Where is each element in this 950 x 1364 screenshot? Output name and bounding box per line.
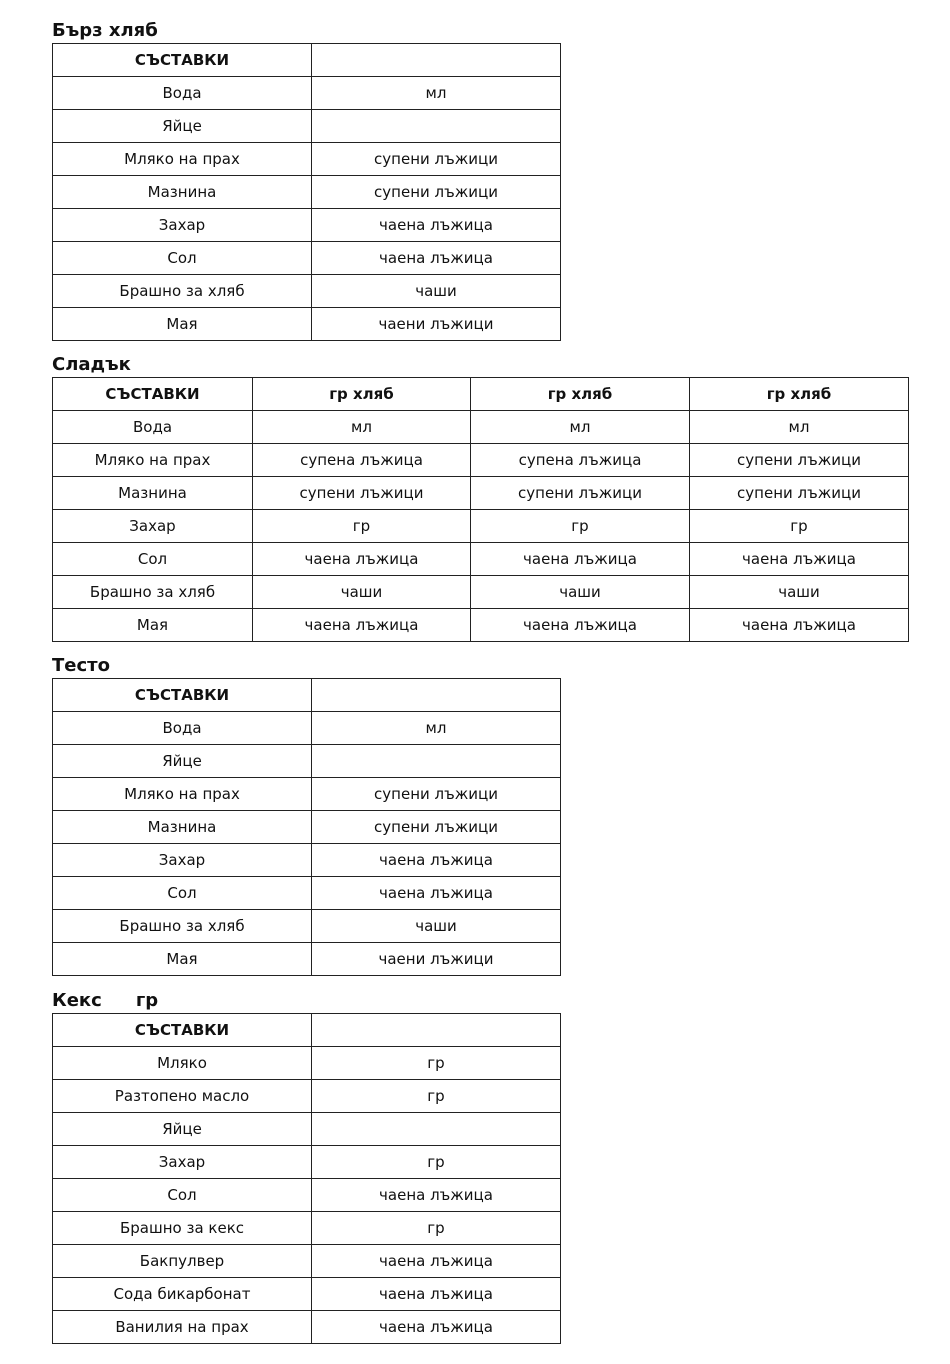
table-row (53, 1047, 561, 1080)
ingredient-name: Бакпулвер (53, 1245, 312, 1278)
table-row (53, 1146, 561, 1179)
ingredient-name: Мая (53, 609, 253, 642)
table-header-row (53, 378, 909, 411)
table-row (53, 1245, 561, 1278)
recipe-section-testo (52, 654, 561, 976)
ingredient-name: Захар (53, 844, 312, 877)
table-header-row (53, 44, 561, 77)
ingredient-amount: чаена лъжица (690, 609, 909, 642)
ingredient-name: Сол (53, 543, 253, 576)
ingredient-amount: чаена лъжица (312, 1179, 561, 1212)
ingredient-amount (312, 1113, 561, 1146)
section-title-suffix: гр (135, 990, 159, 1011)
ingredient-name: Брашно за хляб (53, 576, 253, 609)
ingredient-name: Сол (53, 877, 312, 910)
table-row (53, 811, 561, 844)
table-row (53, 411, 909, 444)
ingredient-amount: чаена лъжица (312, 1245, 561, 1278)
header-quantity (312, 1014, 561, 1047)
table-row (53, 209, 561, 242)
ingredient-name: Мая (53, 943, 312, 976)
ingredient-name: Разтопено масло (53, 1080, 312, 1113)
ingredient-amount: чаена лъжица (253, 543, 471, 576)
ingredient-amount: чаена лъжица (471, 543, 690, 576)
ingredient-name: Яйце (53, 745, 312, 778)
ingredient-amount: супени лъжици (690, 477, 909, 510)
ingredient-name: Вода (53, 411, 253, 444)
ingredient-amount: чаена лъжица (312, 844, 561, 877)
ingredients-table (52, 377, 909, 642)
table-row (53, 477, 909, 510)
table-header-row (53, 679, 561, 712)
ingredient-name: Мляко на прах (53, 444, 253, 477)
ingredient-amount: супени лъжици (312, 143, 561, 176)
table-row (53, 1179, 561, 1212)
table-row (53, 543, 909, 576)
ingredient-amount: мл (690, 411, 909, 444)
ingredient-amount: чаши (471, 576, 690, 609)
recipe-section-barz-hlyab (52, 19, 561, 341)
table-row (53, 242, 561, 275)
table-row (53, 308, 561, 341)
section-title-text: Кекс (52, 990, 102, 1011)
table-row (53, 510, 909, 543)
ingredient-amount: чаена лъжица (312, 1278, 561, 1311)
ingredient-name: Мляко на прах (53, 143, 312, 176)
ingredient-name: Мляко (53, 1047, 312, 1080)
ingredient-amount: мл (253, 411, 471, 444)
recipe-section-keks (52, 989, 561, 1344)
header-ingredients: СЪСТАВКИ (53, 679, 312, 712)
table-row (53, 1311, 561, 1344)
ingredient-name: Яйце (53, 1113, 312, 1146)
ingredient-amount: мл (312, 712, 561, 745)
ingredient-amount: супени лъжици (312, 811, 561, 844)
ingredient-amount: чаши (253, 576, 471, 609)
header-quantity: гр хляб (253, 378, 471, 411)
ingredient-name: Вода (53, 77, 312, 110)
ingredient-amount: гр (312, 1047, 561, 1080)
ingredient-amount: чаши (312, 275, 561, 308)
ingredient-amount: гр (690, 510, 909, 543)
table-row (53, 1278, 561, 1311)
ingredients-table (52, 678, 561, 976)
ingredient-amount: супени лъжици (312, 176, 561, 209)
ingredient-amount: супени лъжици (471, 477, 690, 510)
table-row (53, 877, 561, 910)
ingredient-amount: мл (312, 77, 561, 110)
section-title (52, 989, 561, 1013)
ingredient-name: Мляко на прах (53, 778, 312, 811)
table-row (53, 110, 561, 143)
ingredient-amount (312, 110, 561, 143)
header-quantity: гр хляб (690, 378, 909, 411)
recipe-section-sladak (52, 353, 909, 642)
ingredient-amount: чаена лъжица (312, 209, 561, 242)
ingredient-amount: чаени лъжици (312, 308, 561, 341)
header-ingredients: СЪСТАВКИ (53, 1014, 312, 1047)
ingredient-amount: чаши (690, 576, 909, 609)
ingredient-name: Вода (53, 712, 312, 745)
table-row (53, 143, 561, 176)
table-row (53, 910, 561, 943)
ingredients-table (52, 43, 561, 341)
table-row (53, 609, 909, 642)
table-row (53, 1113, 561, 1146)
header-quantity: гр хляб (471, 378, 690, 411)
ingredient-amount: супена лъжица (471, 444, 690, 477)
table-row (53, 1080, 561, 1113)
ingredient-name: Брашно за хляб (53, 275, 312, 308)
ingredient-name: Брашно за кекс (53, 1212, 312, 1245)
ingredient-name: Мая (53, 308, 312, 341)
ingredient-name: Захар (53, 1146, 312, 1179)
ingredient-name: Сода бикарбонат (53, 1278, 312, 1311)
section-title: Сладък (52, 354, 131, 375)
table-row (53, 77, 561, 110)
ingredient-amount: гр (471, 510, 690, 543)
table-row (53, 576, 909, 609)
ingredient-name: Захар (53, 209, 312, 242)
table-row (53, 745, 561, 778)
table-row (53, 778, 561, 811)
ingredient-amount: супени лъжици (312, 778, 561, 811)
ingredient-name: Яйце (53, 110, 312, 143)
table-row (53, 444, 909, 477)
ingredient-amount: чаена лъжица (253, 609, 471, 642)
ingredient-name: Мазнина (53, 811, 312, 844)
ingredients-table (52, 1013, 561, 1344)
ingredient-name: Сол (53, 242, 312, 275)
ingredient-amount (312, 745, 561, 778)
section-title: Бърз хляб (52, 20, 158, 41)
table-row (53, 176, 561, 209)
ingredient-amount: гр (312, 1080, 561, 1113)
ingredient-amount: гр (312, 1146, 561, 1179)
ingredient-amount: мл (471, 411, 690, 444)
ingredient-name: Ванилия на прах (53, 1311, 312, 1344)
ingredient-amount: чаена лъжица (312, 1311, 561, 1344)
header-ingredients: СЪСТАВКИ (53, 378, 253, 411)
ingredient-amount: чаши (312, 910, 561, 943)
ingredient-amount: гр (253, 510, 471, 543)
header-quantity (312, 679, 561, 712)
ingredient-amount: чаена лъжица (312, 242, 561, 275)
header-ingredients: СЪСТАВКИ (53, 44, 312, 77)
table-header-row (53, 1014, 561, 1047)
table-row (53, 712, 561, 745)
ingredient-amount: супени лъжици (690, 444, 909, 477)
ingredient-name: Захар (53, 510, 253, 543)
table-row (53, 943, 561, 976)
ingredient-amount: супена лъжица (253, 444, 471, 477)
table-row (53, 844, 561, 877)
ingredient-amount: чаена лъжица (471, 609, 690, 642)
section-title: Тесто (52, 655, 110, 676)
ingredient-amount: чаени лъжици (312, 943, 561, 976)
ingredient-amount: чаена лъжица (690, 543, 909, 576)
ingredient-amount: супени лъжици (253, 477, 471, 510)
header-quantity (312, 44, 561, 77)
table-row (53, 1212, 561, 1245)
ingredient-amount: чаена лъжица (312, 877, 561, 910)
ingredient-name: Сол (53, 1179, 312, 1212)
ingredient-name: Брашно за хляб (53, 910, 312, 943)
ingredient-name: Мазнина (53, 477, 253, 510)
table-row (53, 275, 561, 308)
ingredient-name: Мазнина (53, 176, 312, 209)
ingredient-amount: гр (312, 1212, 561, 1245)
